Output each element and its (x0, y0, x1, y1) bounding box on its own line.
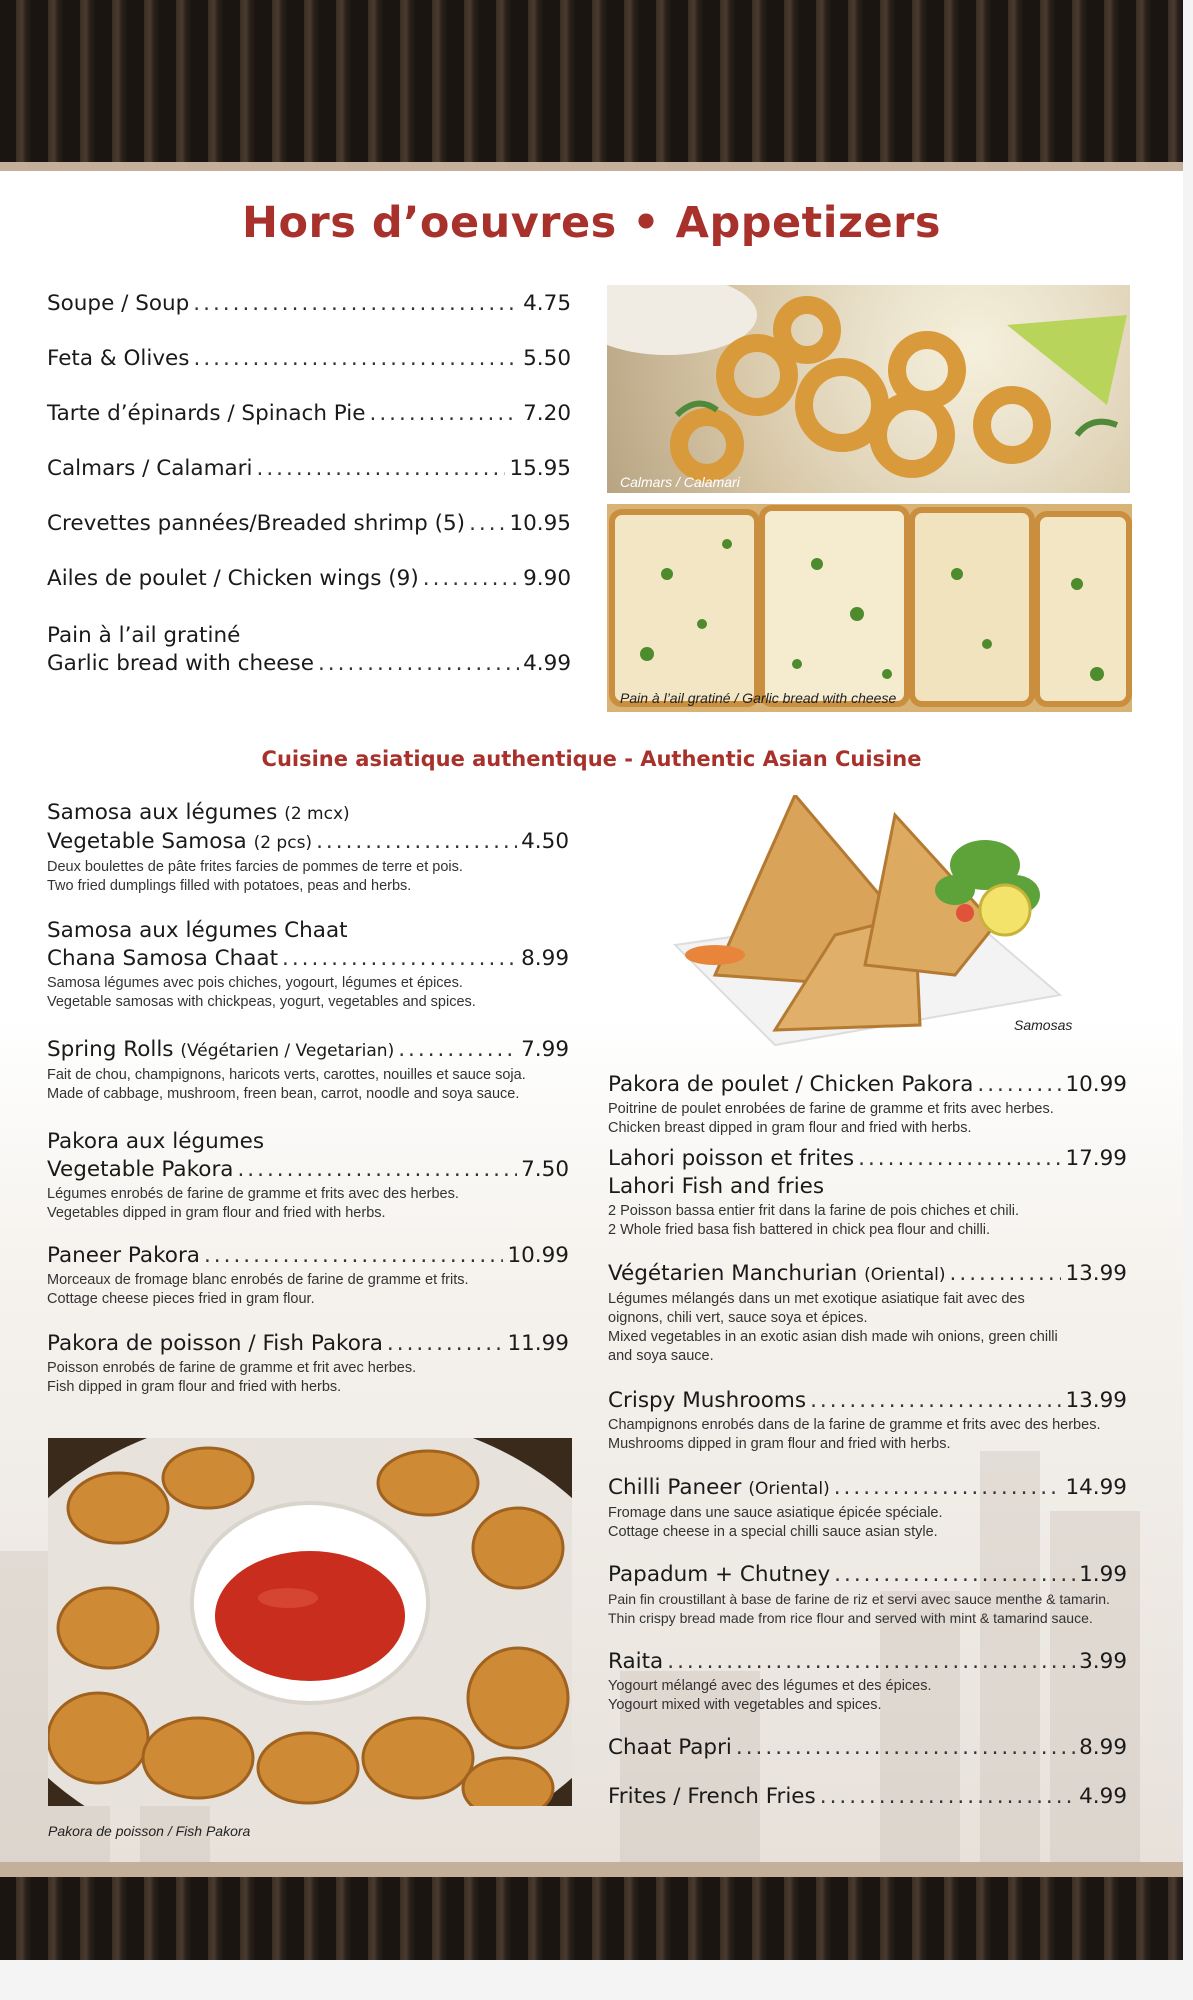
calamari-caption: Calmars / Calamari (620, 474, 740, 490)
wood-footer-band (0, 1877, 1183, 1960)
calamari-photo (607, 285, 1130, 493)
menu-item: Soupe / Soup ..... 4.75 (47, 290, 571, 318)
garlic-bread-photo (607, 504, 1132, 712)
menu-item: Feta & Olives ..... 5.50 (47, 345, 571, 373)
menu-item: Frites / French Fries ..... 4.99 (608, 1783, 1127, 1811)
fish-pakora-photo (48, 1438, 572, 1806)
samosas-caption: Samosas (1014, 1017, 1073, 1033)
menu-item: Chaat Papri ..... 8.99 (608, 1734, 1127, 1762)
samosa-photo (655, 795, 1073, 1060)
menu-item: Lahori poisson et frites ..... 17.99 Lahori Fish and fries 2 Poisson bassa entier frit dans la farine de pois chiches et chili. 2 Whole fried basa fish battered in chick pea flour and chilli. (608, 1145, 1127, 1240)
menu-item: Spring Rolls (Végétarien / Vegetarian) ..... 7.99 Fait de chou, champignons, haricots verts, carottes, nouilles et sauce soja. Made of cabbage, mushroom, freen bean, carrot, noodle and soya sauce. (47, 1036, 569, 1104)
page-title: Hors d’oeuvres • Appetizers (242, 198, 941, 248)
menu-item: Samosa aux légumes (2 mcx) Vegetable Samosa (2 pcs) ..... 4.50 Deux boulettes de pâte frites farcies de pommes de terre et pois. Two fried dumplings filled with potatoes, peas and herbs. (47, 799, 569, 896)
menu-item: Calmars / Calamari ..... 15.95 (47, 455, 571, 483)
menu-item: Chilli Paneer (Oriental) ..... 14.99 Fromage dans une sauce asiatique épicée spéciale. Cottage cheese in a special chilli sauce asian style. (608, 1474, 1127, 1542)
menu-item: Crevettes pannées/Breaded shrimp (5) ..... 10.95 (47, 510, 571, 538)
menu-item: Pakora de poisson / Fish Pakora ..... 11.99 Poisson enrobés de farine de gramme et frit avec herbes. Fish dipped in gram flour and fried with herbs. (47, 1330, 569, 1397)
tan-divider-top (0, 162, 1183, 171)
menu-item: Végétarien Manchurian (Oriental) ..... 13.99 Légumes mélangés dans un met exotique asiatique fait avec des oignons, chili vert, sauce soya et épices. Mixed vegetables in an exotic asian dish made wih onions, green chilli and soya sauce. (608, 1260, 1127, 1366)
section-subtitle: Cuisine asiatique authentique - Authentic Asian Cuisine (261, 747, 922, 771)
fish-pakora-caption: Pakora de poisson / Fish Pakora (48, 1823, 251, 1839)
menu-item: Crispy Mushrooms ..... 13.99 Champignons enrobés dans de la farine de gramme et frits avec des herbes. Mushrooms dipped in gram flour and fried with herbs. (608, 1387, 1127, 1454)
menu-item: Pakora aux légumes Vegetable Pakora ..... 7.50 Légumes enrobés de farine de gramme et frits avec des herbes. Vegetables dipped in gram flour and fried with herbs. (47, 1128, 569, 1223)
menu-item: Pakora de poulet / Chicken Pakora ..... 10.99 Poitrine de poulet enrobées de farine de gramme et frits avec herbes. Chicken breast dipped in gram flour and fried with herbs. (608, 1071, 1127, 1138)
page-edge (1183, 0, 1193, 2000)
menu-item: Ailes de poulet / Chicken wings (9) ..... 9.90 (47, 565, 571, 593)
menu-item: Samosa aux légumes Chaat Chana Samosa Chaat ..... 8.99 Samosa légumes avec pois chiches, yogourt, légumes et épices. Vegetable samosas with chickpeas, yogurt, vegetables and spices. (47, 917, 569, 1012)
menu-item: Papadum + Chutney ..... 1.99 Pain fin croustillant à base de farine de riz et servi avec sauce menthe & tamarin. Thin crispy bread made from rice flour and served with mint & tamarind sauce. (608, 1561, 1127, 1628)
menu-item: Tarte d’épinards / Spinach Pie ..... 7.20 (47, 400, 571, 428)
tan-divider-bottom (0, 1862, 1183, 1877)
item-name-fr: Pain à l’ail gratiné (47, 623, 241, 648)
wood-header-band (0, 0, 1183, 162)
menu-item: Pain à l’ail gratiné Garlic bread with cheese ..... 4.99 (47, 622, 571, 678)
menu-item: Paneer Pakora ..... 10.99 Morceaux de fromage blanc enrobés de farine de gramme et frits. Cottage cheese pieces fried in gram flour. (47, 1242, 569, 1309)
menu-item: Raita ..... 3.99 Yogourt mélangé avec des légumes et des épices. Yogourt mixed with vegetables and spices. (608, 1648, 1127, 1715)
garlic-bread-caption: Pain à l’ail gratiné / Garlic bread with cheese (620, 690, 897, 706)
